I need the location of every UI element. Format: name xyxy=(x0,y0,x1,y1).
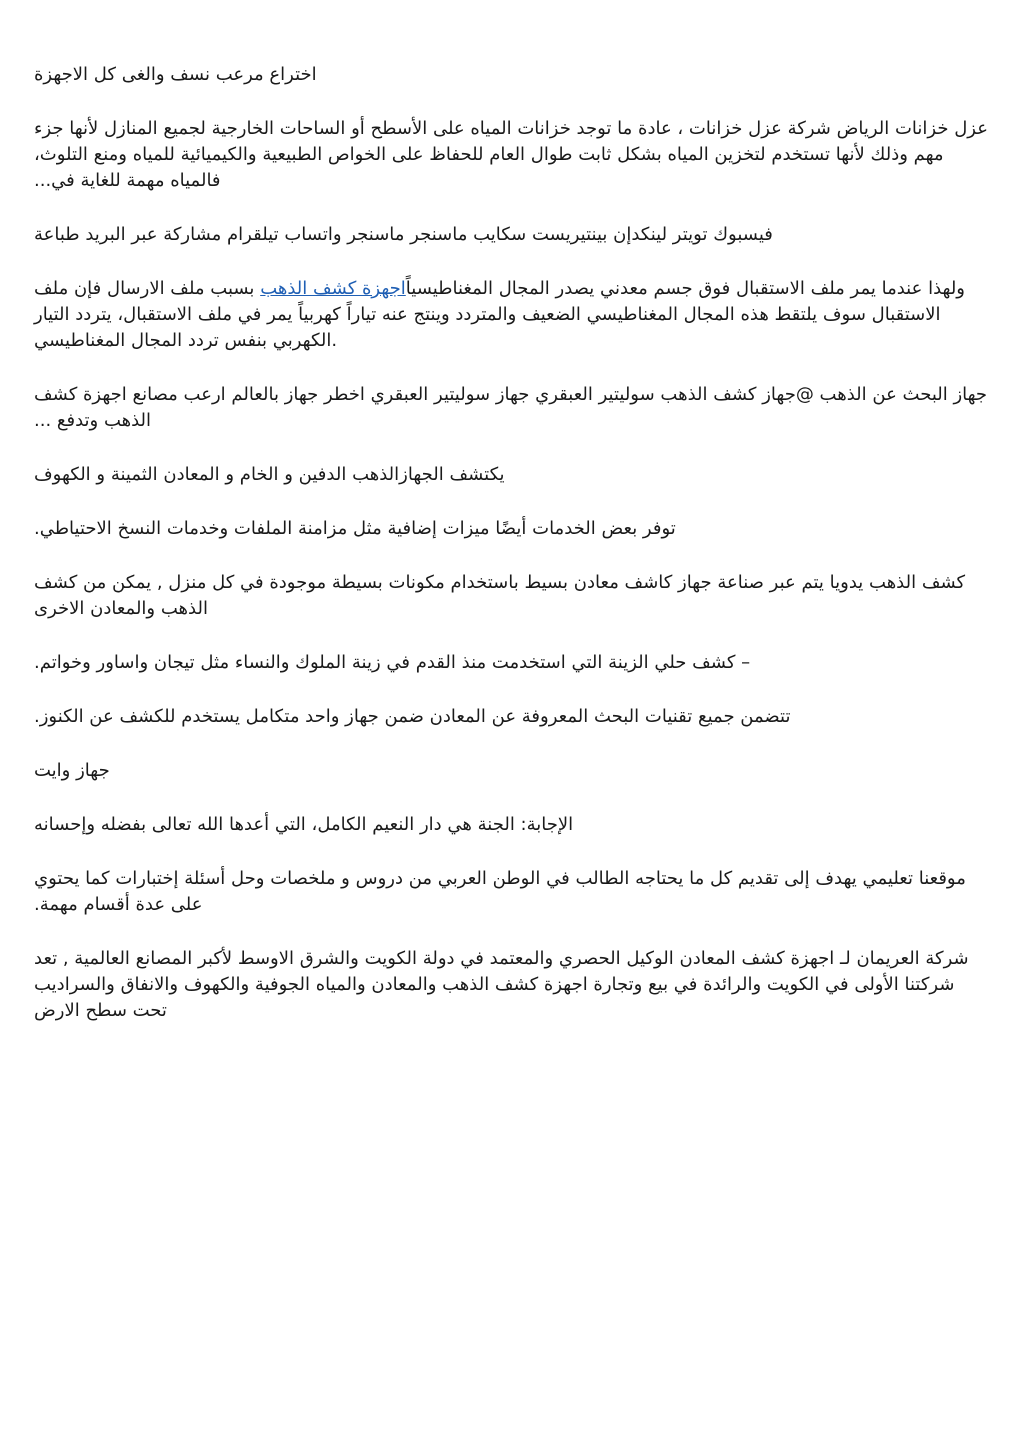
paragraph-services-features: توفر بعض الخدمات أيضًا ميزات إضافية مثل مزامنة الملفات وخدمات النسخ الاحتياطي. xyxy=(34,518,676,539)
paragraph-magnetic-field-after: بسبب ملف الارسال فإن ملف الاستقبال سوف يلتقط هذه المجال المغناطيسي الضعيف والمتردد وينتج عنه تياراً كهربياً يمر في ملف الاستقبال، يتردد التيار الكهربي بنفس تردد المجال المغناطيسي. xyxy=(34,278,941,351)
document-body xyxy=(34,62,988,1052)
paragraph-magnetic-field-before: ولهذا عندما يمر ملف الاستقبال فوق جسم معدني يصدر المجال المغناطيسياً xyxy=(405,278,966,299)
paragraph-device-detects: يكتشف الجهازالذهب الدفين و الخام و المعادن الثمينة و الكهوف xyxy=(34,464,505,485)
paragraph-jewelry-detection: – كشف حلي الزينة التي استخدمت منذ القدم في زينة الملوك والنساء مثل تيجان واساور وخواتم. xyxy=(34,652,751,673)
paragraph-company: شركة العريمان لـ اجهزة كشف المعادن الوكيل الحصري والمعتمد في دولة الكويت والشرق الاوسط لأكبر المصانع العالمية , تعد شركتنا الأولى في الكويت والرائدة في بيع وتجارة اجهزة كشف الذهب والمعادن والمياه الجوفية والكهوف والانفاق والسراديب تحت سطح الارض xyxy=(34,948,969,1021)
paragraph-magnetic-field xyxy=(34,276,988,354)
paragraph-educational-site: موقعنا تعليمي يهدف إلى تقديم كل ما يحتاجه الطالب في الوطن العربي من دروس و ملخصات وحل أسئلة إختبارات كما يحتوي على عدة أقسام مهمة. xyxy=(34,868,966,915)
paragraph-white-device: جهاز وايت xyxy=(34,760,110,781)
paragraph-search-techniques: تتضمن جميع تقنيات البحث المعروفة عن المعادن ضمن جهاز واحد متكامل يستخدم للكشف عن الكنوز. xyxy=(34,706,791,727)
gold-detectors-link[interactable]: اجهزة كشف الذهب xyxy=(260,278,406,299)
paragraph-share-links: فيسبوك تويتر لينكدإن بينتيريست سكايب ماسنجر ماسنجر واتساب تيلقرام مشاركة عبر البريد طباعة xyxy=(34,224,773,245)
paragraph-tank-insulation: عزل خزانات الرياض شركة عزل خزانات ، عادة ما توجد خزانات المياه على الأسطح أو الساحات الخارجية لجميع المنازل لأنها جزء مهم وذلك لأنها تستخدم لتخزين المياه بشكل ثابت طوال العام للحفاظ على الخواص الطبيعية والكيميائية للمياه ومنع التلوث، فالمياه مهمة للغاية في... xyxy=(34,118,988,191)
paragraph-answer: الإجابة: الجنة هي دار النعيم الكامل، التي أعدها الله تعالى بفضله وإحسانه xyxy=(34,814,574,835)
paragraph-title: اختراع مرعب نسف والغى كل الاجهزة xyxy=(34,64,317,85)
paragraph-manual-detection: كشف الذهب يدويا يتم عبر صناعة جهاز كاشف معادن بسيط باستخدام مكونات بسيطة موجودة في كل منزل , يمكن من كشف الذهب والمعادن الاخرى xyxy=(34,572,966,619)
paragraph-gold-search-device: جهاز البحث عن الذهب @جهاز كشف الذهب سوليتير العبقري جهاز سوليتير العبقري اخطر جهاز بالعالم ارعب مصانع اجهزة كشف الذهب وتدفع ... xyxy=(34,384,988,431)
